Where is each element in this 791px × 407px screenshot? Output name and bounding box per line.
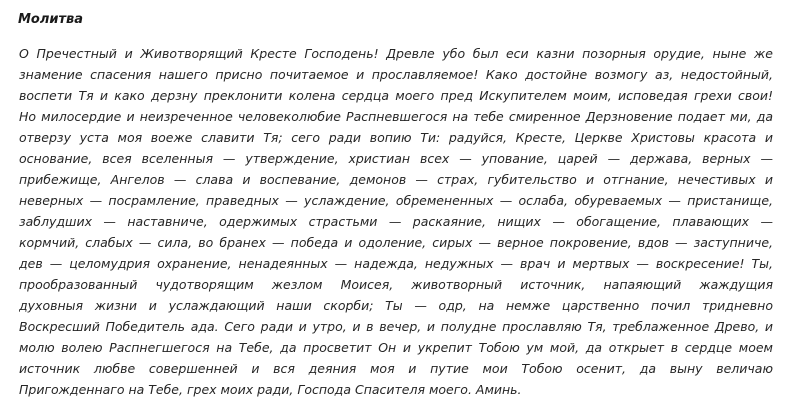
text-line: неверных — посрамление, праведных — услаждение, обремененных — ослаба, обуреваемых — пристанище, bbox=[19, 193, 773, 208]
text-line: воспети Тя и како дерзну преклонити колена сердца моего пред Искупителем моим, исповедая грехи свои! bbox=[19, 88, 773, 103]
text-line: Пригожденнаго на Тебе, грех моих ради, Господа Спасителя моего. Аминь. bbox=[19, 382, 522, 397]
text-line: Но милосердие и неизреченное человеколюбие Распневшегося на тебе смиренное Дерзновение подает ми, да bbox=[19, 109, 773, 124]
text-line: духовныя жизни и услаждающий наши скорби; Ты — одр, на немже царственно почил тридневно bbox=[19, 298, 773, 313]
text-line: отверзу уста моя воеже славити Тя; сего ради вопию Ти: радуйся, Кресте, Церкве Христовы красота и bbox=[19, 130, 773, 145]
text-line: дев — целомудрия охранение, ненадеянных — надежда, недужных — врач и мертвых — воскресение! Ты, bbox=[19, 256, 773, 271]
text-line: молю волею Распнегшегося на Тебе, да просветит Он и укрепит Тобою ум мой, да открыет в сердце моем bbox=[19, 340, 773, 355]
text-line: источник любве совершенней и вся деяния моя и путие мои Тобою осенит, да выну величаю bbox=[19, 361, 773, 376]
text-line: прообразованный чудотворящим жезлом Моисея, животворный источник, напаяющий жаждущия bbox=[19, 277, 773, 292]
text-line: Воскресший Победитель ада. Сего ради и утро, и в вечер, и полудне прославляю Тя, треблаженное Древо, и bbox=[19, 319, 773, 334]
page-title: Молитва bbox=[18, 12, 84, 27]
text-line: заблудших — наставниче, одержимых страстьми — раскаяние, нищих — обогащение, плавающих — bbox=[19, 214, 773, 229]
text-line: кормчий, слабых — сила, во бранех — победа и одоление, сирых — верное покровение, вдов — заступниче, bbox=[19, 235, 773, 250]
text-line: прибежище, Ангелов — слава и воспевание, демонов — страх, губительство и отгнание, нечестивых и bbox=[19, 172, 773, 187]
text-line: О Пречестный и Животворящий Кресте Господень! Древле убо был еси казни позорныя орудие, ныне же bbox=[19, 46, 773, 61]
text-line: знамение спасения нашего присно почитаемое и прославляемое! Како достойне возмогу аз, недостойный, bbox=[19, 67, 773, 82]
text-line: основание, всея вселенныя — утверждение, христиан всех — упование, царей — держава, верных — bbox=[19, 151, 773, 166]
